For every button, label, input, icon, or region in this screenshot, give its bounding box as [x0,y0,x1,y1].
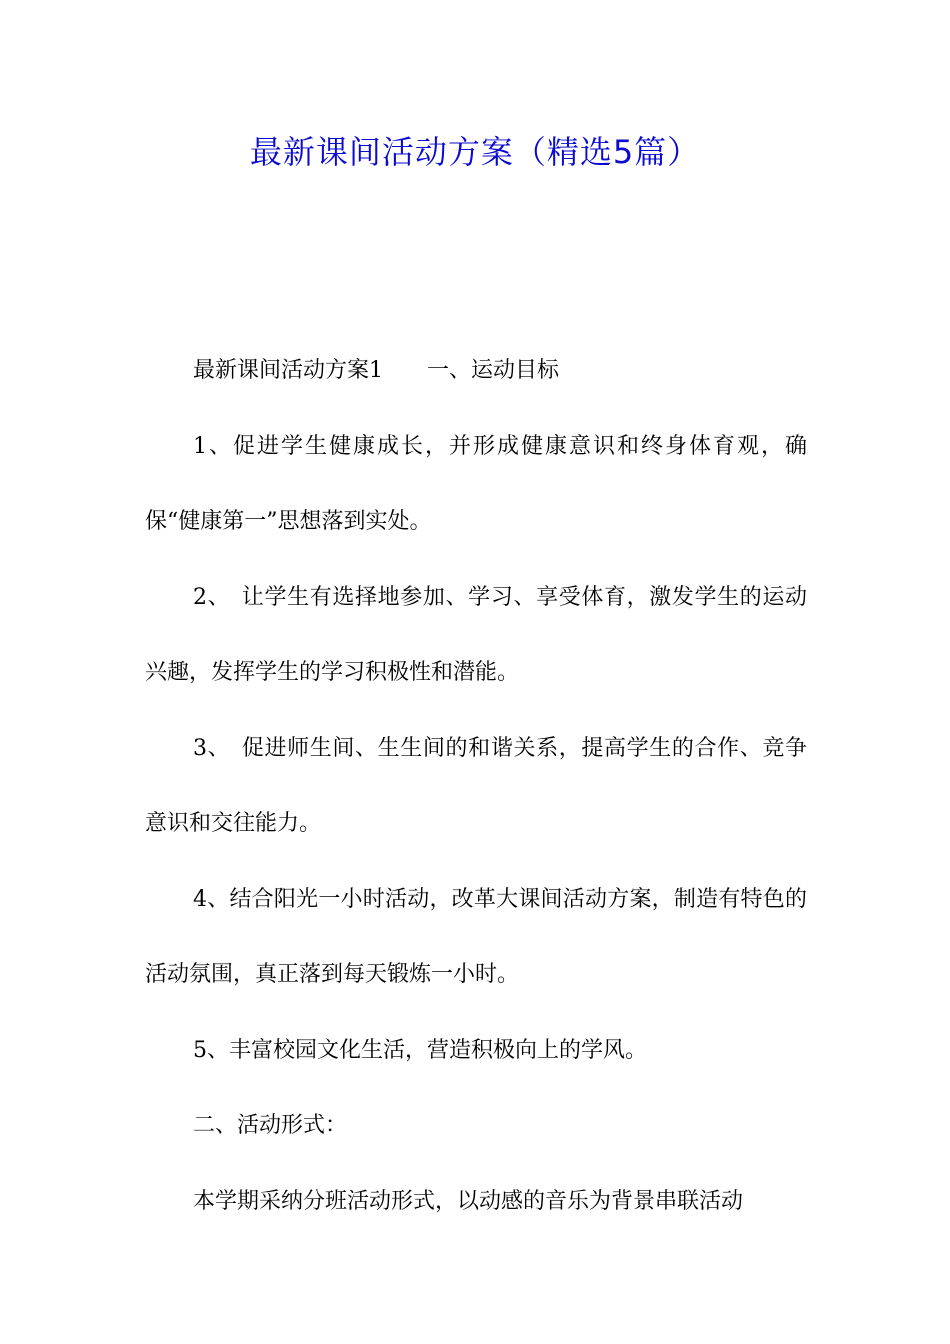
paragraph: 3、 促进师生间、生生间的和谐关系，提高学生的合作、竞争意识和交往能力。 [145,735,807,836]
paragraph: 本学期采纳分班活动形式，以动感的音乐为背景串联活动 [193,1188,744,1214]
paragraph: 2、 让学生有选择地参加、学习、享受体育，激发学生的运动兴趣，发挥学生的学习积极性和潜能。 [145,584,807,685]
paragraph-text: 一、运动目标 [427,358,560,383]
document-title: 最新课间活动方案（精选5篇） [249,133,701,171]
paragraph: 二、活动形式： [193,1113,348,1138]
section-heading: 最新课间活动方案1 [193,358,383,383]
paragraph: 1、促进学生健康成长，并形成健康意识和终身体育观，确保“健康第一”思想落到实处。 [145,433,807,534]
paragraph: 5、丰富校园文化生活，营造积极向上的学风。 [193,1037,647,1063]
document-body [145,333,807,1239]
paragraph [145,333,807,409]
paragraph: 4、结合阳光一小时活动，改革大课间活动方案，制造有特色的活动氛围，真正落到每天锻炼一小时。 [145,886,807,987]
